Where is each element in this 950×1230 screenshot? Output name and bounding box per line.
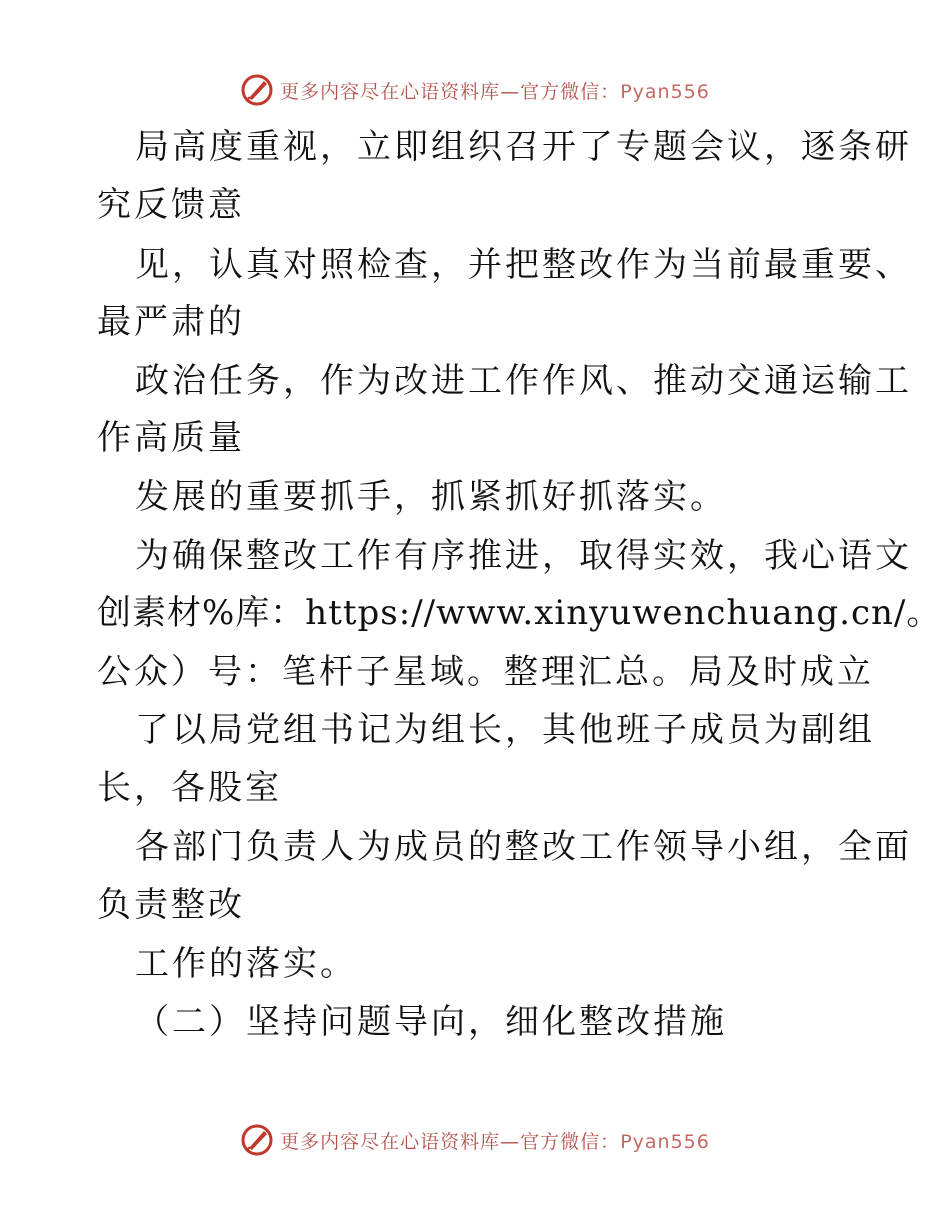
watermark-account: Pyan556 xyxy=(620,1130,710,1153)
watermark-brand: 更多内容尽在心语资料库 xyxy=(280,1130,501,1153)
text-line: 最严肃的 xyxy=(97,302,245,342)
watermark-account: Pyan556 xyxy=(620,80,710,103)
watermark-separator: — xyxy=(500,80,521,103)
watermark-text xyxy=(280,1127,710,1154)
text-line: 见，认真对照检查，并把整改作为当前最重要、 xyxy=(135,245,912,285)
text-line: 局高度重视，立即组织召开了专题会议，逐条研 xyxy=(135,127,912,167)
text-line: 负责整改 xyxy=(97,885,245,925)
text-line: 工作的落实。 xyxy=(135,944,357,984)
text-line: 公众）号：笔杆子星域。整理汇总。局及时成立 xyxy=(97,652,874,692)
watermark-separator: — xyxy=(500,1130,521,1153)
quill-logo-icon xyxy=(240,1123,274,1157)
watermark-label: 官方微信： xyxy=(520,80,621,103)
text-line: 究反馈意 xyxy=(97,185,245,225)
text-line: 创素材%库：https://www.xinyuwenchuang.cn/。 xyxy=(97,593,942,633)
text-line: 政治任务，作为改进工作作风、推动交通运输工 xyxy=(135,361,912,401)
footer-watermark xyxy=(0,1120,950,1160)
text-line: 了以局党组书记为组长，其他班子成员为副组 xyxy=(135,710,875,750)
text-line: 为确保整改工作有序推进，取得实效，我心语文 xyxy=(135,536,912,576)
text-line: 各部门负责人为成员的整改工作领导小组，全面 xyxy=(135,827,912,867)
text-line: 作高质量 xyxy=(97,418,245,458)
watermark-label: 官方微信： xyxy=(520,1130,621,1153)
text-line: 长，各股室 xyxy=(97,768,282,808)
watermark-brand: 更多内容尽在心语资料库 xyxy=(280,80,501,103)
section-heading: （二）坚持问题导向，细化整改措施 xyxy=(135,1002,727,1042)
text-line: 发展的重要抓手，抓紧抓好抓落实。 xyxy=(135,477,727,517)
